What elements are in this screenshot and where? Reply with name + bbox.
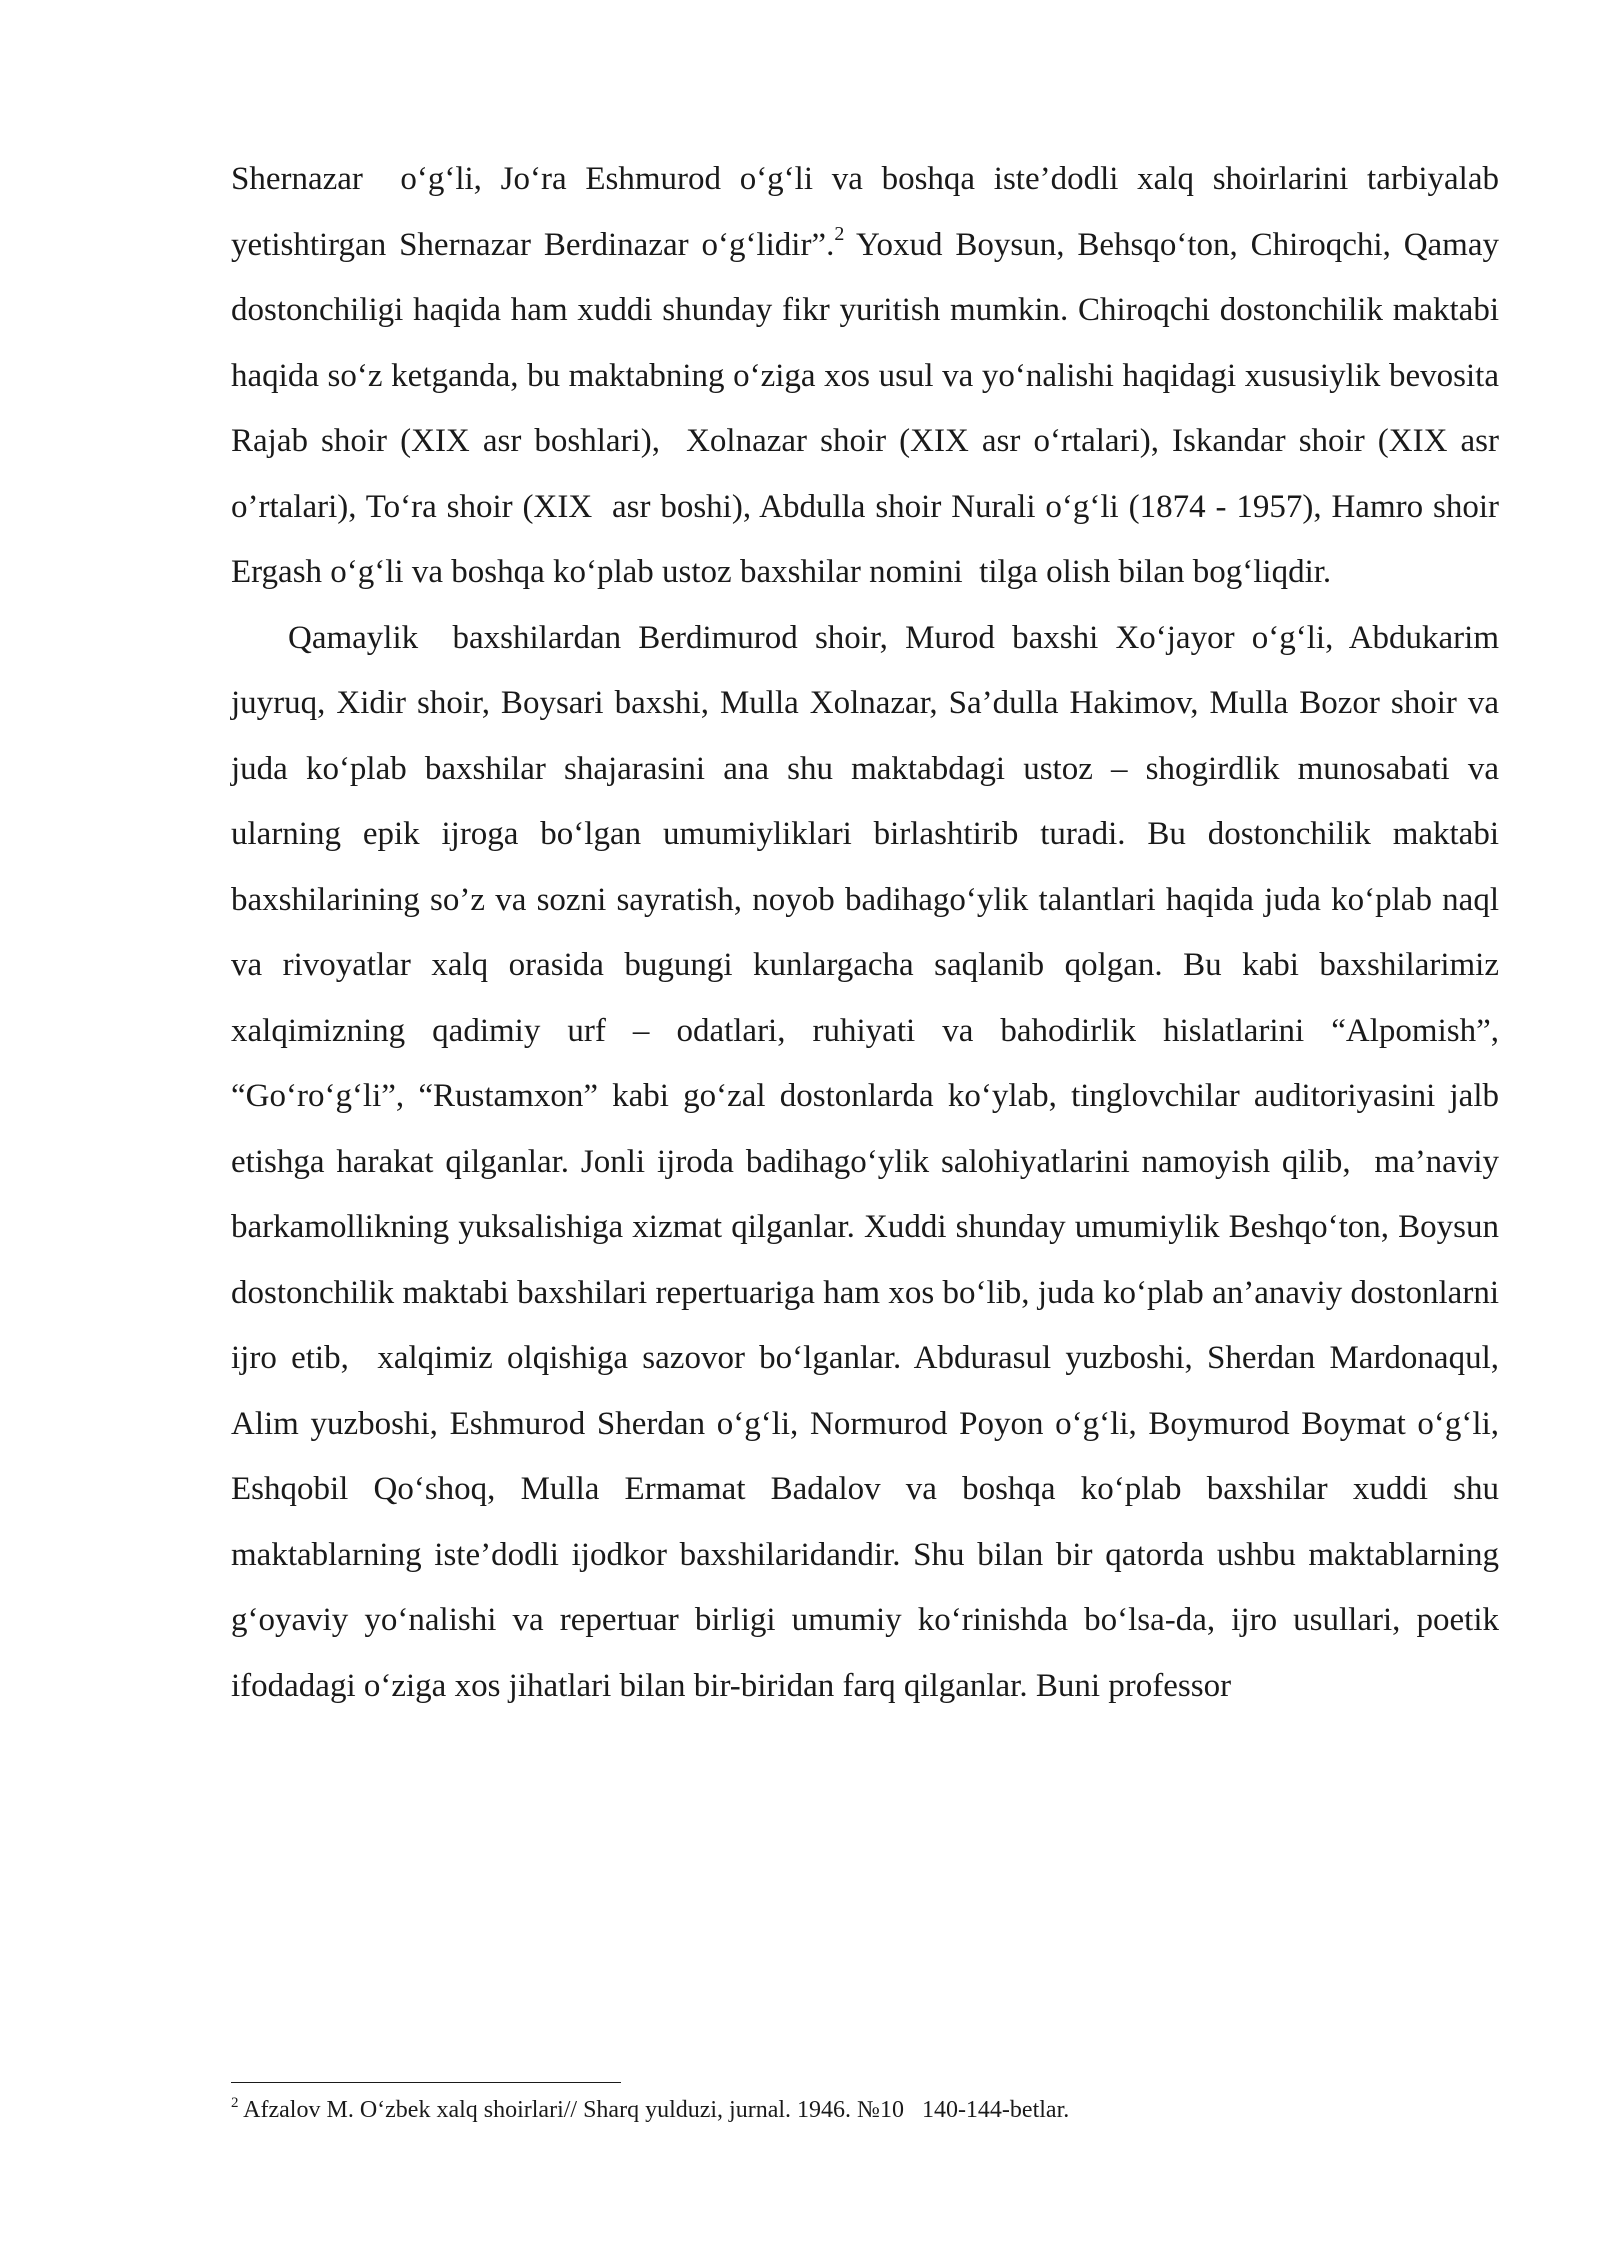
- paragraph-1-text-start: Shernazar o‘g‘li, Jo‘ra Eshmurod o‘g‘li va boshqa iste’dodli xalq shoirlarini tarbiyalab yetishtirgan Shernazar Berdinazar o‘g‘lidir”.: [231, 161, 1508, 263]
- footnote: [231, 2092, 1499, 2128]
- footnote-text: Afzalov M. O‘zbek xalq shoirlari// Sharq yulduzi, jurnal. 1946. №10 140-144-betlar.: [238, 2097, 1070, 2123]
- footnote-reference: 2: [834, 222, 845, 245]
- paragraph-2: Qamaylik baxshilardan Berdimurod shoir, Murod baxshi Xo‘jayor o‘g‘li, Abdukarim juyruq, Xidir shoir, Boysari baxshi, Mulla Xolnazar, Sa’dulla Hakimov, Mulla Bozor shoir va juda ko‘plab baxshilar shajarasini ana shu maktabdagi ustoz – shogirdlik munosabati va ularning epik ijroga bo‘lgan umumiyliklari birlashtirib turadi. Bu dostonchilik maktabi baxshilarining so’z va sozni sayratish, noyob badihago‘ylik talantlari haqida juda ko‘plab naql va rivoyatlar xalq orasida bugungi kunlargacha saqlanib qolgan. Bu kabi baxshilarimiz xalqimizning qadimiy urf – odatlari, ruhiyati va bahodirlik hislatlarini “Alpomish”, “Go‘ro‘g‘li”, “Rustamxon” kabi go‘zal dostonlarda ko‘ylab, tinglovchilar auditoriyasini jalb etishga harakat qilganlar. Jonli ijroda badihago‘ylik salohiyatlarini namoyish qilib, ma’naviy barkamollikning yuksalishiga xizmat qilganlar. Xuddi shunday umumiylik Beshqo‘ton, Boysun dostonchilik maktabi baxshilari repertuariga ham xos bo‘lib, juda ko‘plab an’anaviy dostonlarni ijro etib, xalqimiz olqishiga sazovor bo‘lganlar. Abdurasul yuzboshi, Sherdan Mardonaqul, Alim yuzboshi, Eshmurod Sherdan o‘g‘li, Normurod Poyon o‘g‘li, Boymurod Boymat o‘g‘li, Eshqobil Qo‘shoq, Mulla Ermamat Badalov va boshqa ko‘plab baxshilar xuddi shu maktablarning iste’dodli ijodkor baxshilaridandir. Shu bilan bir qatorda ushbu maktablarning g‘oyaviy yo‘nalishi va repertuar birligi umumiy ko‘rinishda bo‘lsa-da, ijro usullari, poetik ifodadagi o‘ziga xos jihatlari bilan bir-biridan farq qilganlar. Buni professor: [231, 619, 1508, 1704]
- footnote-mark: 2: [231, 2095, 239, 2111]
- footnote-separator: [231, 2082, 621, 2083]
- paragraph-1: [231, 147, 1516, 606]
- paragraph-1-text-end: Yoxud Boysun, Behsqo‘ton, Chiroqchi, Qamay dostonchiligi haqida ham xuddi shunday fikr yuritish mumkin. Chiroqchi dostonchilik maktabi haqida so‘z ketganda, bu maktabning o‘ziga xos usul va yo‘nalishi haqidagi xususiylik bevosita Rajab shoir (XIX asr boshlari), Xolnazar shoir (XIX asr o‘rtalari), Iskandar shoir (XIX asr o’rtalari), To‘ra shoir (XIX asr boshi), Abdulla shoir Nurali o‘g‘li (1874 - 1957), Hamro shoir Ergash o‘g‘li va boshqa ko‘plab ustoz baxshilar nomini tilga olish bilan bog‘liqdir.: [231, 226, 1516, 590]
- page-body: [231, 147, 1516, 1719]
